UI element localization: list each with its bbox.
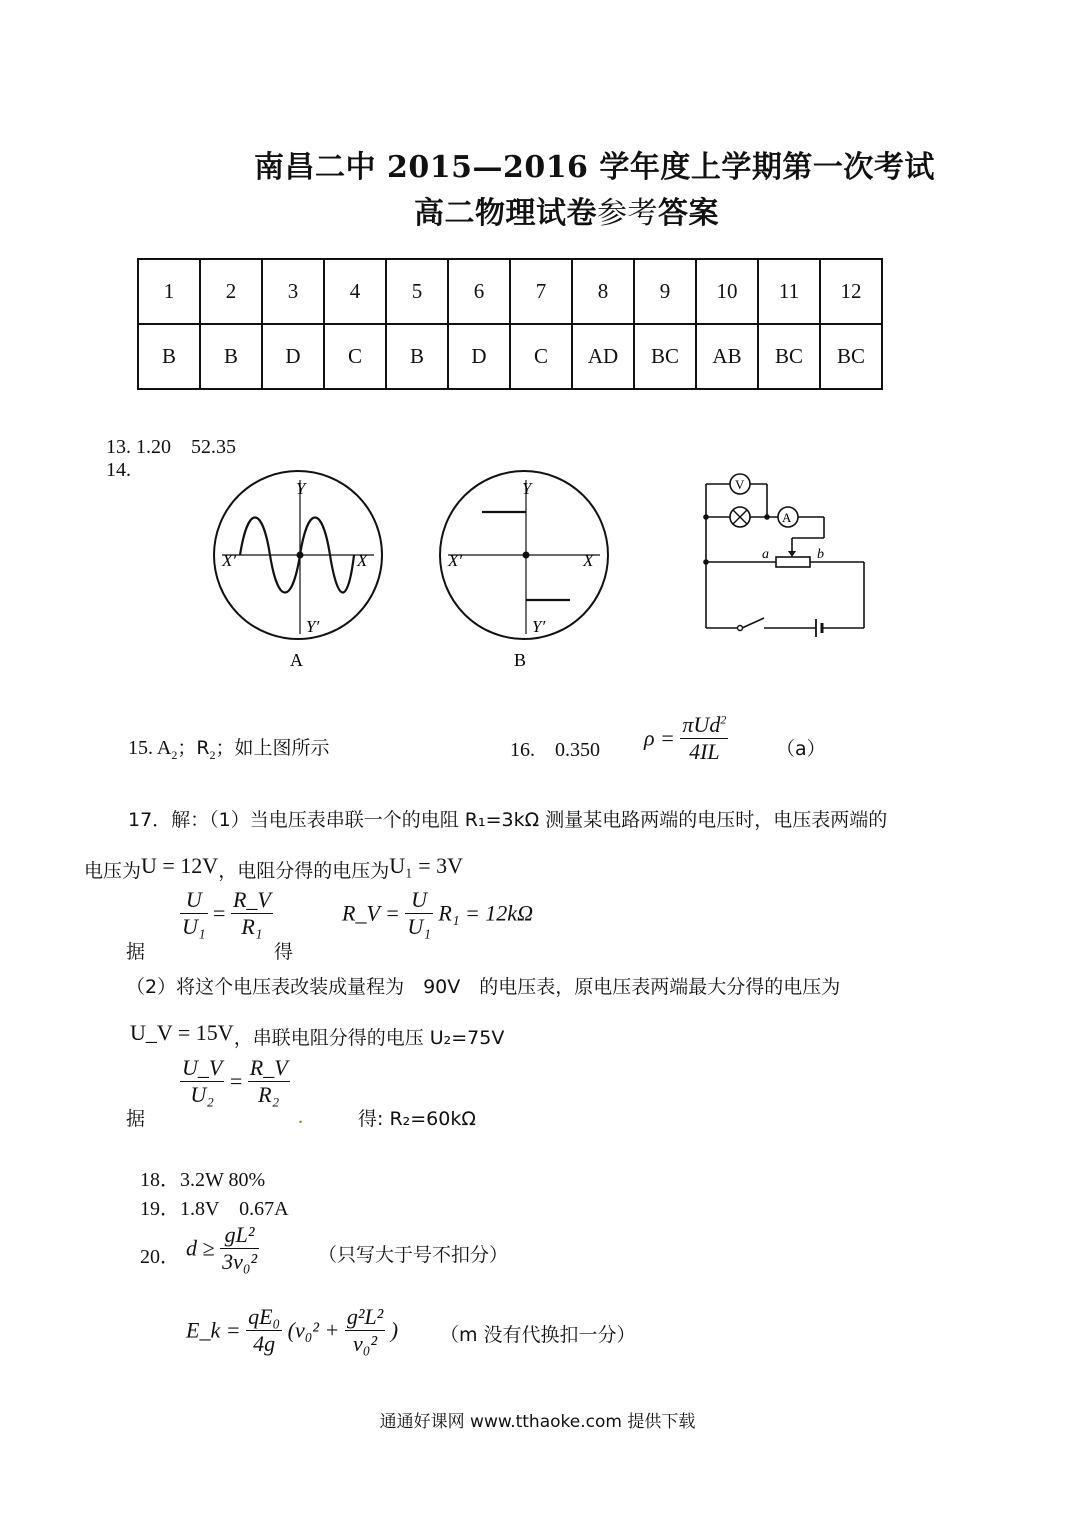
answer-15-sub2: 2: [209, 748, 216, 762]
answer-20-d-formula: d ≥ $\frac{\text{gL²}}{\text{3v₀²}}$: [186, 1222, 258, 1274]
circuit-diagram: [698, 466, 873, 638]
page-title: 南昌二中 2015—2016 学年度上学期第一次考试: [254, 150, 935, 185]
junction-dot: [703, 559, 709, 565]
scope-b-label-x-prime: X′: [448, 551, 463, 570]
answer-15-prefix: 15. A: [128, 737, 172, 759]
table-cell: C: [510, 324, 572, 389]
scope-a-origin: [297, 552, 304, 559]
table-cell: BC: [634, 324, 696, 389]
answer-20-label: 20．: [140, 1246, 180, 1268]
table-cell: D: [448, 324, 510, 389]
table-cell: AB: [696, 324, 758, 389]
subtitle-part-c: 答案: [658, 196, 719, 231]
table-cell: 4: [324, 259, 386, 324]
subtitle-part-b: 参考: [597, 196, 658, 231]
answer-20-ek-formula: E_k = $\frac{\text{qE₀}}{4g}$ (v₀² + $\frac{\text{g²L²}}{\text{v₀²}}$ ): [186, 1304, 399, 1356]
answer-15-mid: ；R: [177, 737, 210, 759]
answer-17-line1: 17．解：（1）当电压表串联一个的电阻 R₁=3kΩ 测量某电路两端的电压时，电压表两端的: [128, 809, 888, 831]
answer-13: 13. 1.20 52.35: [106, 436, 236, 458]
table-cell: 1: [138, 259, 200, 324]
answer-15-sub1: 2: [171, 748, 178, 762]
table-cell: B: [138, 324, 200, 389]
answer-17-line2: 电压为U = 12V，电阻分得的电压为U₁ = 3V: [84, 853, 464, 882]
rho-symbol: ρ =: [644, 725, 675, 751]
answer-table-answers-row: [138, 324, 882, 389]
scope-b-caption: B: [514, 650, 527, 670]
rheostat-slider-arrow: [788, 551, 796, 557]
table-cell: AD: [572, 324, 634, 389]
rv-formula: R_V = $\frac{U}{\text{U₁}}$ R₁ = 12kΩ: [342, 887, 533, 939]
answer-16-formula: [644, 712, 728, 765]
fraction-numerator: πUd$^2$: [682, 712, 727, 737]
stray-dot: .: [298, 1106, 303, 1128]
table-cell: 9: [634, 259, 696, 324]
answer-15-suffix: ；如上图所示: [215, 737, 330, 759]
table-cell: 12: [820, 259, 882, 324]
answer-17-part2-line2: U_V = 15V，串联电阻分得的电压 U₂=75V: [130, 1020, 505, 1049]
scope-b-label-x: X: [583, 551, 594, 570]
u-value: U = 12V: [141, 853, 219, 878]
answer-16-label: 16. 0.350: [510, 739, 600, 761]
ratio-formula-1: $\frac{U}{\text{U₁}}$ = $\frac{R\_V}{\text{R₁}}$: [182, 887, 271, 939]
answer-20-note: （只写大于号不扣分）: [318, 1244, 509, 1266]
table-cell: BC: [820, 324, 882, 389]
answer-18: 18．3.2W 80%: [140, 1169, 266, 1191]
table-cell: B: [200, 324, 262, 389]
table-cell: 7: [510, 259, 572, 324]
table-cell: 11: [758, 259, 820, 324]
scope-a-label-x: X: [357, 551, 368, 570]
table-cell: 8: [572, 259, 634, 324]
junction-dot: [764, 514, 770, 520]
scope-a-label-y: Y: [296, 479, 306, 498]
scope-b-label-y: Y: [522, 479, 532, 498]
answer-20-note2: （m 没有代换扣一分）: [440, 1324, 636, 1346]
table-cell: D: [262, 324, 324, 389]
switch-contact: [738, 626, 743, 631]
scope-b-origin: [523, 552, 530, 559]
oscilloscope-a-diagram: [210, 468, 390, 673]
answer-14-label: 14.: [106, 459, 131, 481]
table-cell: 5: [386, 259, 448, 324]
scope-b-label-y-prime: Y′: [532, 617, 546, 636]
table-cell: C: [324, 324, 386, 389]
oscilloscope-b-diagram: [436, 468, 616, 673]
scope-a-label-y-prime: Y′: [306, 617, 320, 636]
answer-17-part2-line1: （2）将这个电压表改装成量程为 90V 的电压表，原电压表两端最大分得的电压为: [126, 976, 841, 998]
voltmeter-label: V: [735, 477, 745, 492]
page-footer: 通通好课网 www.tthaoke.com 提供下载: [379, 1412, 696, 1432]
answer-15: [128, 733, 330, 763]
table-cell: 10: [696, 259, 758, 324]
rheostat-label-a: a: [762, 547, 769, 562]
table-cell: B: [386, 324, 448, 389]
rheostat-label-b: b: [817, 547, 824, 562]
answer-table-numbers-row: [138, 259, 882, 324]
table-cell: 3: [262, 259, 324, 324]
table-cell: 2: [200, 259, 262, 324]
ammeter-label: A: [782, 510, 792, 525]
scope-a-label-x-prime: X′: [222, 551, 237, 570]
scope-a-caption: A: [290, 650, 303, 670]
resistivity-fraction: [680, 712, 728, 765]
table-cell: 6: [448, 259, 510, 324]
answer-17-ju: 据: [126, 941, 146, 963]
junction-dot: [703, 514, 709, 520]
answer-17-result2: 得: R₂=60kΩ: [358, 1108, 476, 1130]
answer-19: 19．1.8V 0.67A: [140, 1198, 289, 1220]
ratio-formula-2: $\frac{U\_V}{\text{U₂}}$ = $\frac{R\_V}{\text{R₂}}$: [182, 1055, 288, 1107]
answer-16-note: （a）: [776, 738, 826, 760]
subtitle-part-a: 高二物理试卷: [414, 196, 597, 231]
answer-17-ju2: 据: [126, 1108, 146, 1130]
page-subtitle: [414, 188, 719, 232]
table-cell: BC: [758, 324, 820, 389]
u1-value: U₁ = 3V: [389, 853, 464, 878]
fraction-denominator: 4IL: [689, 739, 720, 764]
answer-table: [137, 258, 883, 390]
answer-17-de: 得: [274, 941, 294, 963]
